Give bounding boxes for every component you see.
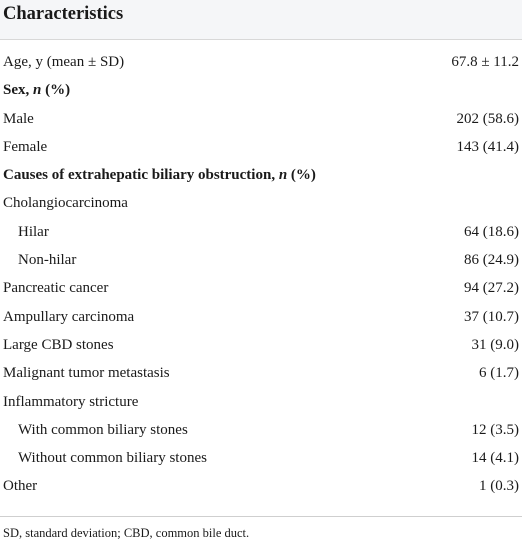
table-bottom-rule xyxy=(0,516,522,517)
row-label: Malignant tumor metastasis xyxy=(3,365,170,382)
row-label: Other xyxy=(3,478,38,495)
table-row xyxy=(0,361,522,389)
row-value: 64 (18.6) xyxy=(464,223,519,240)
table-row xyxy=(0,135,522,163)
table-row xyxy=(0,191,522,219)
table-row xyxy=(0,276,522,304)
row-label: Ampullary carcinoma xyxy=(3,308,135,325)
row-label: With common biliary stones xyxy=(18,421,188,438)
table-row xyxy=(0,305,522,333)
table-row xyxy=(0,50,522,78)
column-header-characteristics: Characteristics xyxy=(3,4,124,24)
section-label: Sex, n (%) xyxy=(3,82,71,99)
table-row xyxy=(0,220,522,248)
row-label: Pancreatic cancer xyxy=(3,280,109,297)
table-header xyxy=(0,0,522,40)
row-value: 37 (10.7) xyxy=(464,308,519,325)
row-label: Without common biliary stones xyxy=(18,450,207,467)
table-row xyxy=(0,248,522,276)
row-label: Large CBD stones xyxy=(3,336,114,353)
row-label: Female xyxy=(3,138,48,155)
table-row xyxy=(0,418,522,446)
row-value: 202 (58.6) xyxy=(456,110,519,127)
table-row xyxy=(0,474,522,502)
row-value: 86 (24.9) xyxy=(464,252,519,269)
section-row-sex xyxy=(0,78,522,106)
table-row xyxy=(0,390,522,418)
row-value: 6 (1.7) xyxy=(479,365,519,382)
table-body xyxy=(0,50,522,503)
row-value: 143 (41.4) xyxy=(456,138,519,155)
row-label: Hilar xyxy=(18,223,49,240)
row-value: 14 (4.1) xyxy=(471,450,519,467)
section-label: Causes of extrahepatic biliary obstruction, n (%) xyxy=(3,167,316,184)
row-label: Age, y (mean ± SD) xyxy=(3,54,125,70)
row-label: Cholangiocarcinoma xyxy=(3,195,128,212)
row-label: Non-hilar xyxy=(18,252,77,269)
table-row xyxy=(0,446,522,474)
table-footnote: SD, standard deviation; CBD, common bile duct. xyxy=(3,526,250,540)
table-row xyxy=(0,107,522,135)
row-value: 1 (0.3) xyxy=(479,478,519,495)
row-value: 12 (3.5) xyxy=(471,421,519,438)
row-value: 67.8 ± 11.2 xyxy=(451,54,519,70)
table-row xyxy=(0,333,522,361)
row-value: 31 (9.0) xyxy=(471,336,519,353)
section-row-causes xyxy=(0,163,522,191)
row-label: Male xyxy=(3,110,34,127)
row-label: Inflammatory stricture xyxy=(3,393,139,410)
row-value: 94 (27.2) xyxy=(464,280,519,297)
